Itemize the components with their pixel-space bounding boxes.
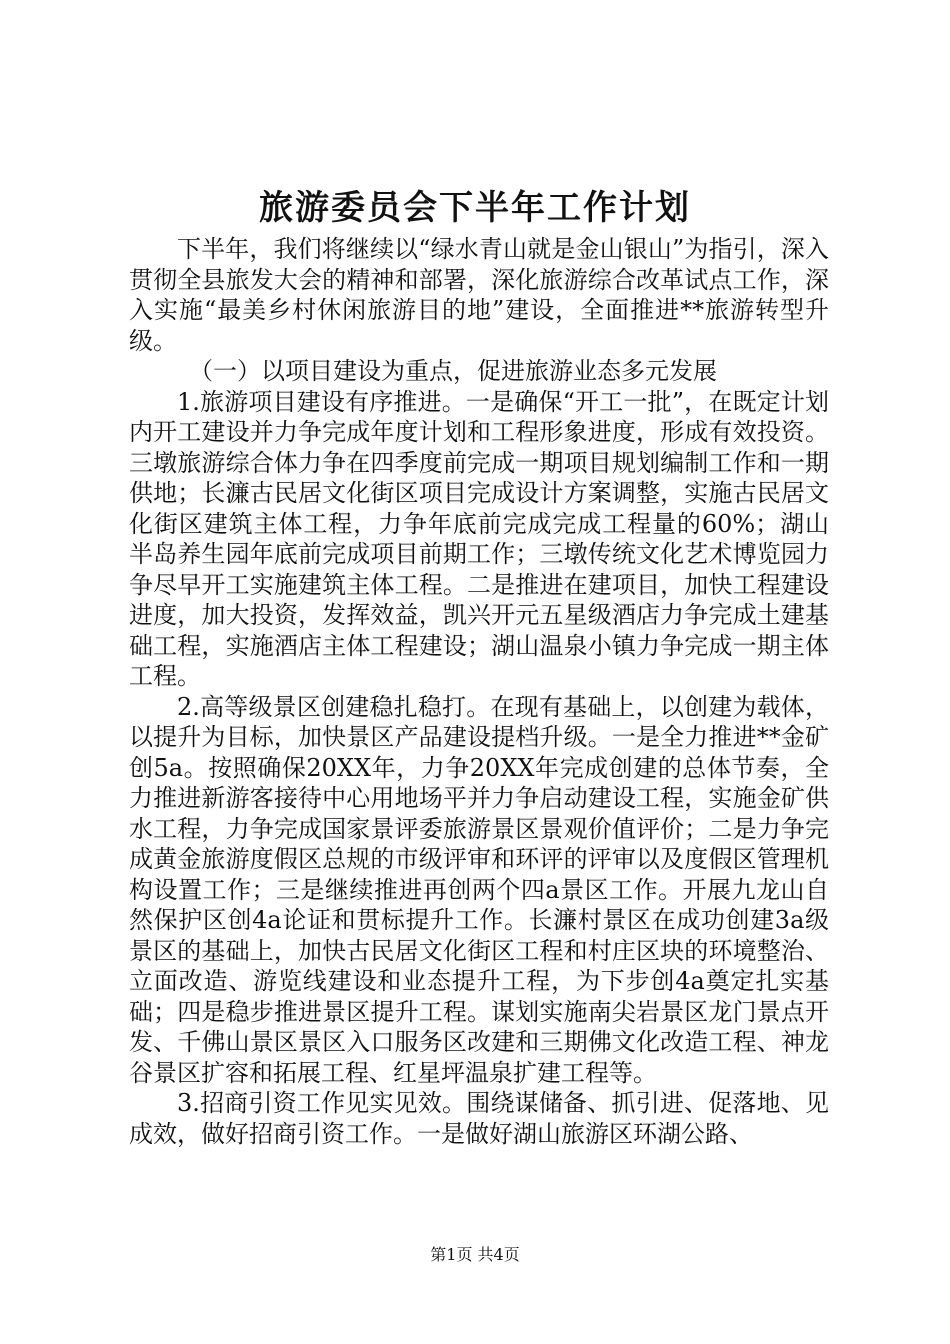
paragraph-item-1: 1.旅游项目建设有序推进。一是确保“开工一批”，在既定计划内开工建设并力争完成年度计划和工程形象进度，形成有效投资。三墩旅游综合体力争在四季度前完成一期项目规划编制工作和一期供地；长濂古民居文化街区项目完成设计方案调整，实施古民居文化街区建筑主体工程，力争年底前完成完成工程量的60%；湖山半岛养生园年底前完成项目前期工作；三墩传统文化艺术博览园力争尽早开工实施建筑主体工程。二是推进在建项目，加快工程建设进度，加大投资，发挥效益，凯兴开元五星级酒店力争完成土建基础工程，实施酒店主体工程建设；湖山温泉小镇力争完成一期主体工程。 [129, 387, 829, 690]
paragraph-item-3: 3.招商引资工作见实见效。围绕谋储备、抓引进、促落地、见成效，做好招商引资工作。一是做好湖山旅游区环湖公路、 [129, 1089, 829, 1148]
document-title: 旅游委员会下半年工作计划 [259, 188, 691, 228]
paragraph-item-2: 2.高等级景区创建稳扎稳打。在现有基础上，以创建为载体，以提升为目标，加快景区产品建设提档升级。一是全力推进**金矿创5a。按照确保20XX年，力争20XX年完成创建的总体节奏，全力推进新游客接待中心用地场平并力争启动建设工程，实施金矿供水工程，力争完成国家景评委旅游景区景观价值评价；二是力争完成黄金旅游度假区总规的市级评审和环评的评审以及度假区管理机构设置工作；三是继续推进再创两个四a景区工作。开展九龙山自然保护区创4a论证和贯标提升工作。长濂村景区在成功创建3a级景区的基础上，加快古民居文化街区工程和村庄区块的环境整治、立面改造、游览线建设和业态提升工程，为下步创4a奠定扎实基础；四是稳步推进景区提升工程。谋划实施南尖岩景区龙门景点开发、千佛山景区景区入口服务区改建和三期佛文化改造工程、神龙谷景区扩容和拓展工程、红星坪温泉扩建工程等。 [129, 692, 829, 1087]
page-footer [0, 1244, 950, 1266]
page-number: 第1页 共4页 [430, 1245, 520, 1264]
document-body [129, 234, 829, 1149]
intro-paragraph: 下半年，我们将继续以“绿水青山就是金山银山”为指引，深入贯彻全县旅发大会的精神和部署，深化旅游综合改革试点工作，深入实施“最美乡村休闲旅游目的地”建设，全面推进**旅游转型升级。 [129, 235, 829, 355]
section-heading-1: （一）以项目建设为重点，促进旅游业态多元发展 [189, 357, 717, 385]
